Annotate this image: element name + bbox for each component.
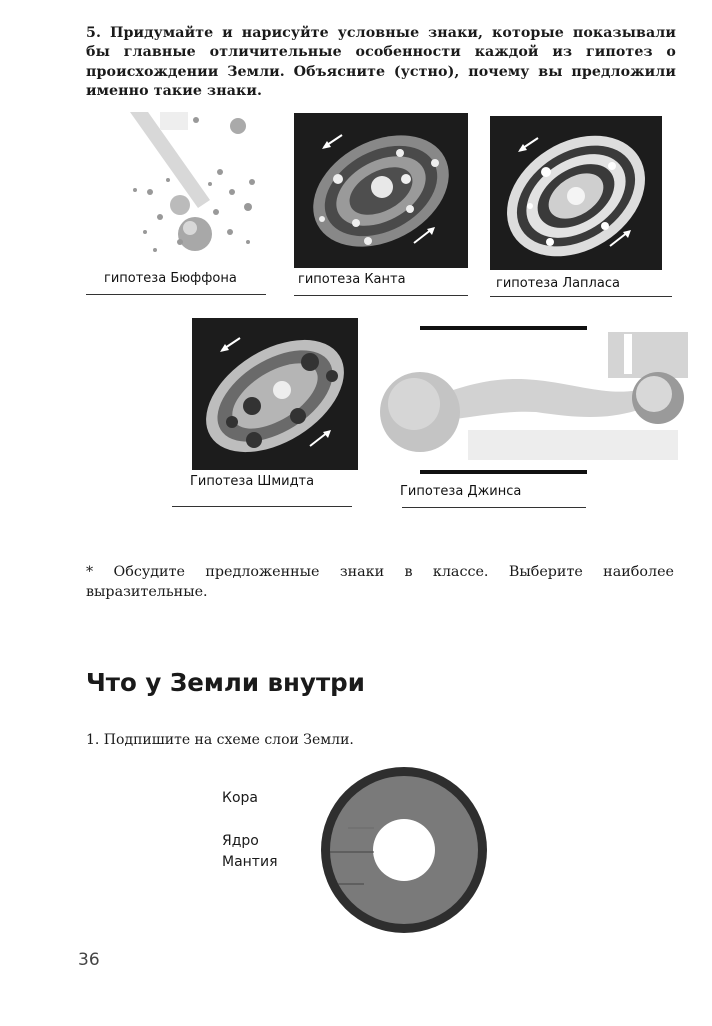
answer-line-laplace (490, 296, 672, 297)
answer-line-jeans (402, 507, 586, 508)
kant-hypothesis-image (294, 113, 468, 268)
buffon-hypothesis-image (120, 112, 270, 270)
caption-laplace: гипотеза Лапласа (496, 276, 620, 291)
section-title: Что у Земли внутри (86, 668, 365, 697)
label-core: Ядро (222, 833, 259, 849)
discuss-text: * Обсудите предложенные знаки в классе. Выберите наиболее выразительные. (86, 564, 674, 600)
jeans-hypothesis-image (376, 326, 692, 476)
answer-line-kant (294, 295, 468, 296)
caption-jeans: Гипотеза Джинса (400, 484, 522, 499)
caption-buffon: гипотеза Бюффона (104, 271, 237, 286)
task-5-text: 5. Придумайте и нарисуйте условные знаки, которые показывали бы главные отличительные особенности каждой из гипотез о происхождении Земли. Объясните (устно), почему вы предложили именно такие знаки. (86, 25, 676, 100)
caption-kant: гипотеза Канта (298, 272, 406, 287)
label-crust: Кора (222, 790, 258, 806)
label-mantle: Мантия (222, 854, 278, 870)
answer-line-buffon (86, 294, 266, 295)
page-number: 36 (78, 950, 100, 970)
laplace-hypothesis-image (490, 116, 662, 270)
caption-schmidt: Гипотеза Шмидта (190, 474, 315, 489)
schmidt-hypothesis-image (192, 318, 358, 470)
earth-layers-diagram (320, 766, 490, 936)
answer-line-schmidt (172, 506, 352, 507)
task-1-text: 1. Подпишите на схеме слои Земли. (86, 732, 354, 748)
